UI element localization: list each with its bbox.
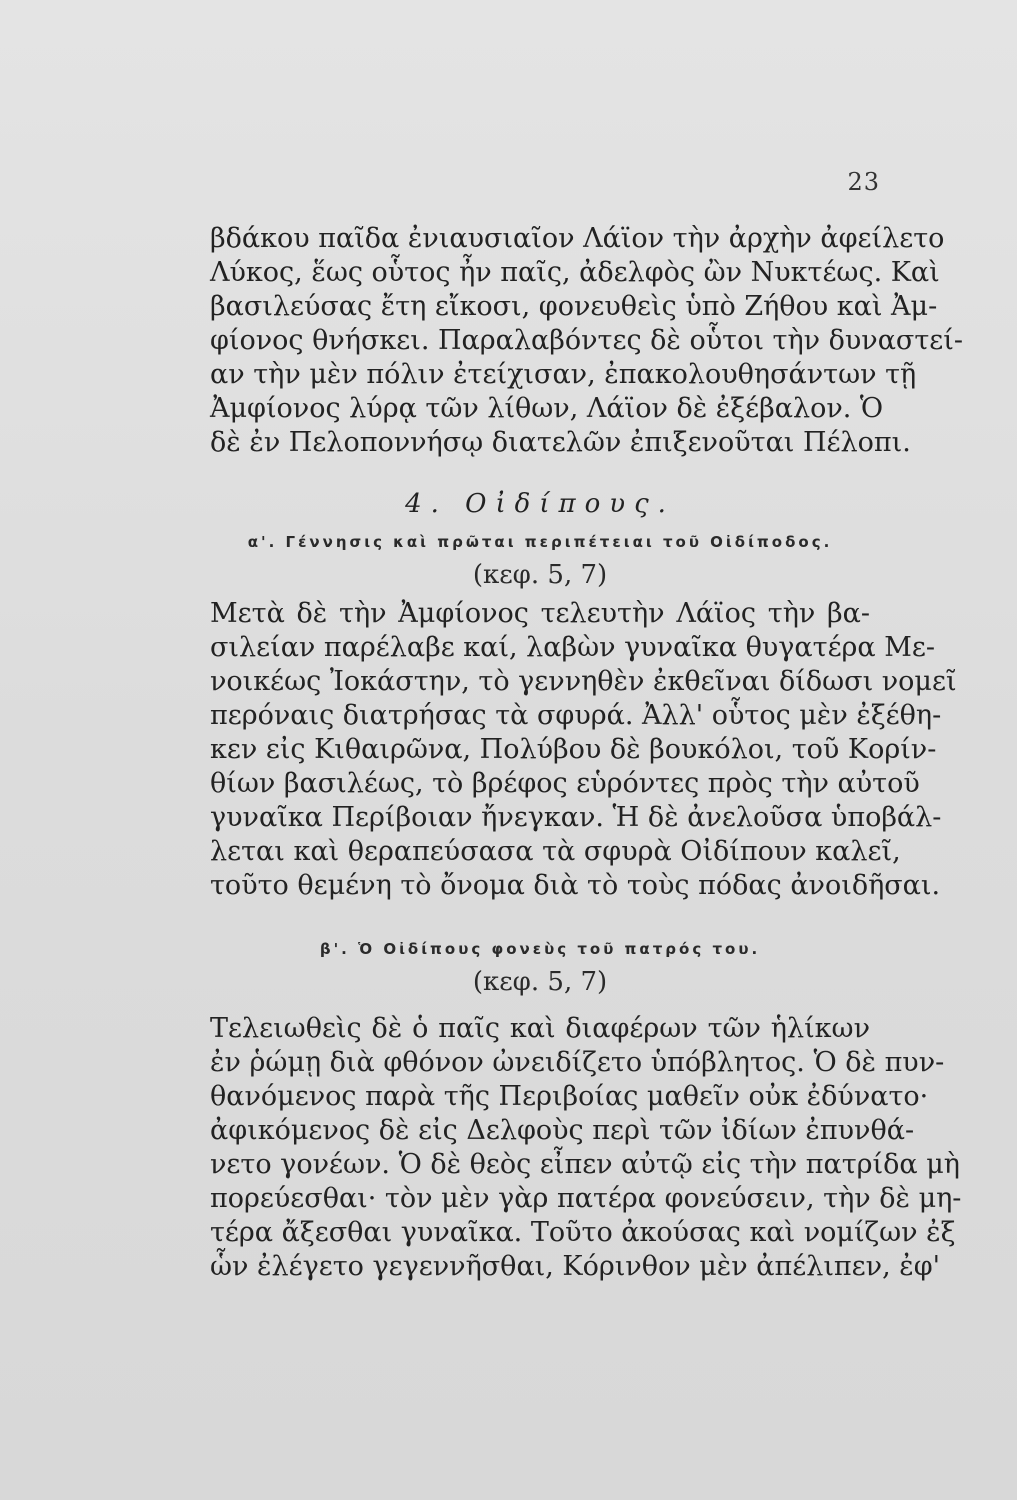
text-line: γυναῖκα Περίβοιαν ἤνεγκαν. Ἡ δὲ ἀνελοῦσα ὑποβάλ- [210, 802, 942, 833]
text-line: πορεύεσθαι· τὸν μὲν γὰρ πατέρα φονεύσειν, τὴν δὲ μη- [210, 1183, 962, 1214]
text-line: λεται καὶ θεραπεύσασα τὰ σφυρὰ Οἰδίπουν καλεῖ, [210, 836, 901, 867]
paragraph-1 [210, 222, 963, 460]
text-line: ἀφικόμενος δὲ εἰς Δελφοὺς περὶ τῶν ἰδίων ἐπυνθά- [210, 1115, 915, 1146]
text-line: περόναις διατρήσας τὰ σφυρά. Ἀλλ' οὗτος μὲν ἐξέθη- [210, 700, 942, 731]
page-number: 23 [847, 168, 880, 196]
text-line: τέρα ἄξεσθαι γυναῖκα. Τοῦτο ἀκούσας καὶ νομίζων ἐξ [210, 1217, 956, 1248]
section-heading: 4. Οἰδίπους. [405, 489, 675, 519]
text-line: θίων βασιλέως, τὸ βρέφος εὑρόντες πρὸς τὴν αὐτοῦ [210, 768, 920, 799]
text-line: ὧν ἐλέγετο γεγεννῆσθαι, Κόρινθον μὲν ἀπέλιπεν, ἐφ' [210, 1251, 941, 1282]
text-line: Λύκος, ἕως οὗτος ἦν παῖς, ἀδελφὸς ὢν Νυκτέως. Καὶ [210, 257, 940, 288]
text-line: Ἀμφίονος λύρᾳ τῶν λίθων, Λάϊον δὲ ἐξέβαλον. Ὁ [210, 393, 884, 424]
paragraph-2 [210, 597, 957, 903]
paragraph-3 [210, 1012, 962, 1284]
text-line: βδάκου παῖδα ἐνιαυσιαῖον Λάϊον τὴν ἀρχὴν ἀφείλετο [210, 223, 945, 254]
text-line: ἐν ῥώμῃ διὰ φθόνον ὠνειδίζετο ὑπόβλητος. Ὁ δὲ πυν- [210, 1047, 945, 1078]
text-line: αν τὴν μὲν πόλιν ἐτείχισαν, ἐπακολουθησάντων τῇ [210, 359, 917, 390]
text-line: Μετὰ δὲ τὴν Ἀμφίονος τελευτὴν Λάϊος τὴν βα- [210, 598, 870, 629]
text-line: τοῦτο θεμένη τὸ ὄνομα διὰ τὸ τοὺς πόδας ἀνοιδῆσαι. [210, 870, 941, 901]
subheading-1: α'. Γέννησις καὶ πρῶται περιπέτειαι τοῦ Οἰδίποδος. [247, 533, 833, 551]
text-line: βασιλεύσας ἔτη εἴκοσι, φονευθεὶς ὑπὸ Ζήθου καὶ Ἀμ- [210, 291, 938, 322]
text-line: Τελειωθεὶς δὲ ὁ παῖς καὶ διαφέρων τῶν ἡλίκων [210, 1013, 870, 1044]
text-line: φίονος θνήσκει. Παραλαβόντες δὲ οὗτοι τὴν δυναστεί- [210, 325, 963, 356]
text-line: νοικέως Ἰοκάστην, τὸ γεννηθὲν ἐκθεῖναι δίδωσι νομεῖ [210, 666, 957, 697]
text-line: νετο γονέων. Ὁ δὲ θεὸς εἶπεν αὐτῷ εἰς τὴν πατρίδα μὴ [210, 1149, 960, 1180]
text-line: δὲ ἐν Πελοποννήσῳ διατελῶν ἐπιξενοῦται Πέλοπι. [210, 427, 911, 458]
text-line: κεν εἰς Κιθαιρῶνα, Πολύβου δὲ βουκόλοι, τοῦ Κορίν- [210, 734, 937, 765]
chapter-reference-1: (κεφ. 5, 7) [472, 560, 608, 590]
text-line: σιλείαν παρέλαβε καί, λαβὼν γυναῖκα θυγατέρα Με- [210, 632, 936, 663]
subheading-2: β'. Ὁ Οἰδίπους φονεὺς τοῦ πατρός του. [319, 940, 761, 958]
text-line: θανόμενος παρὰ τῆς Περιβοίας μαθεῖν οὐκ ἐδύνατο· [210, 1081, 929, 1112]
chapter-reference-2: (κεφ. 5, 7) [472, 967, 608, 997]
